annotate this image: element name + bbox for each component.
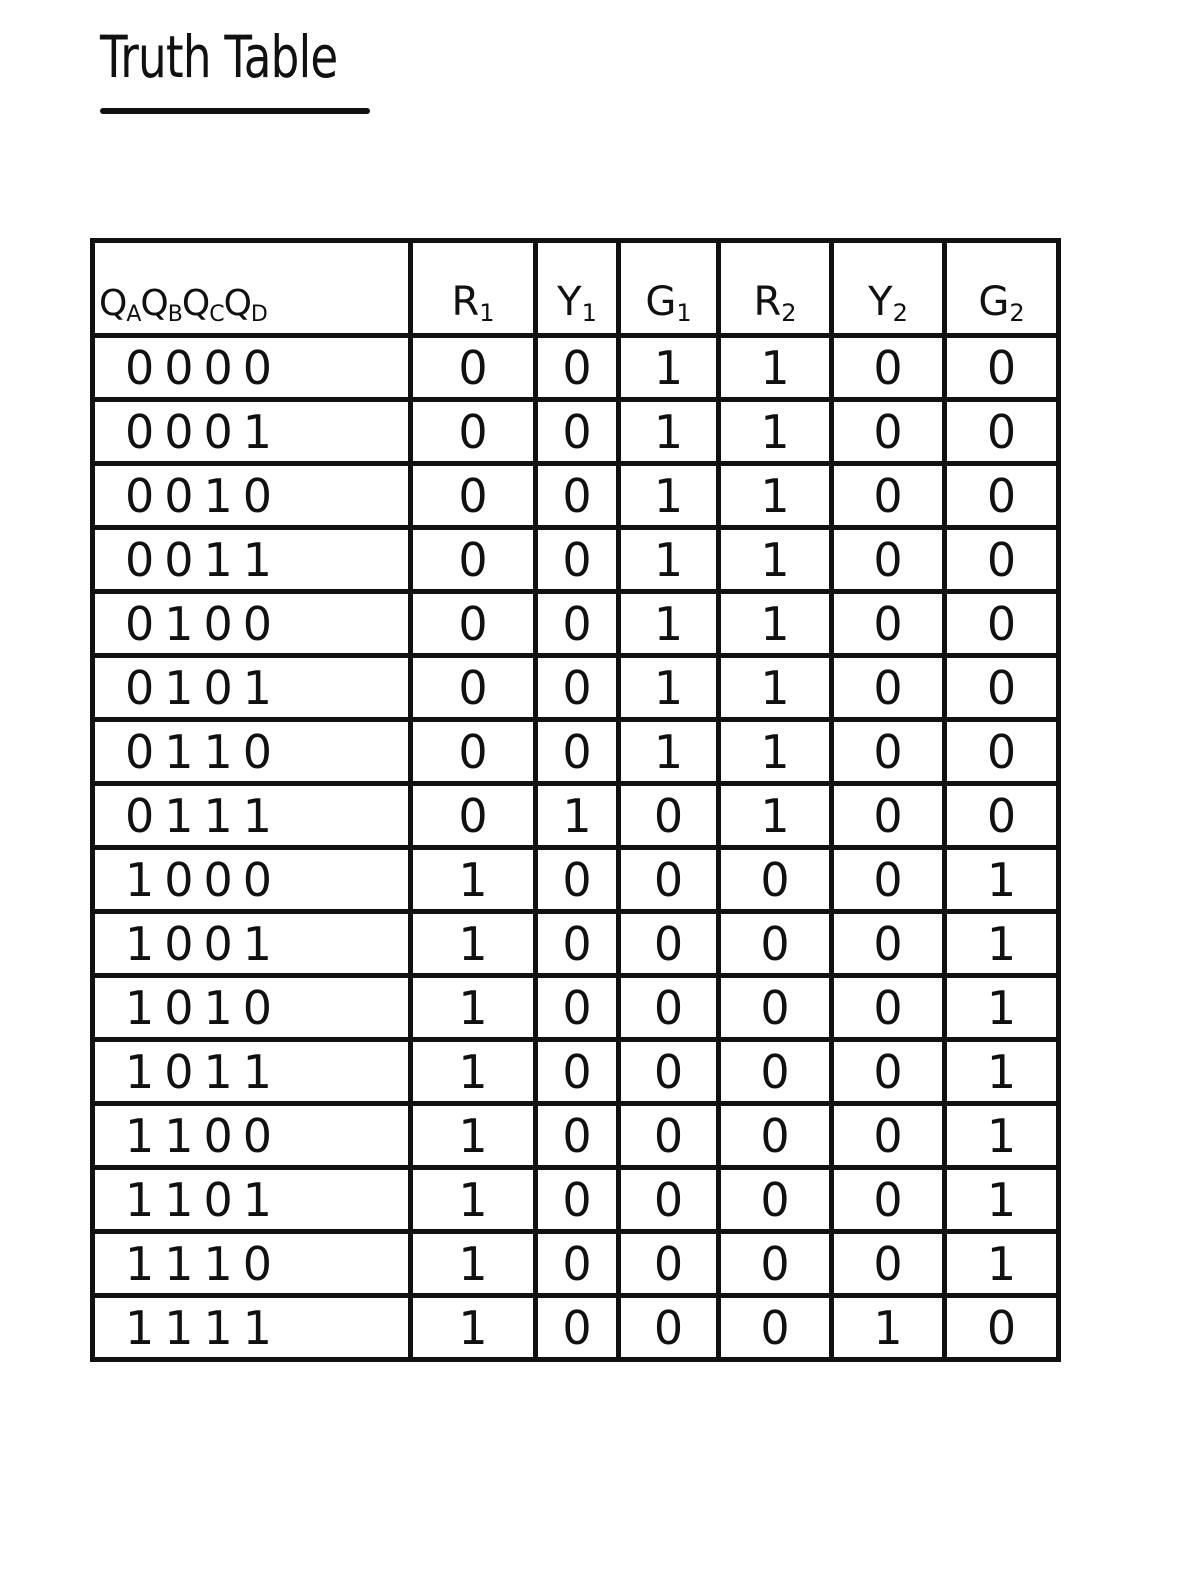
table-row [93, 1104, 1059, 1168]
header-g1-base: G [645, 279, 677, 325]
cell-state: 1010 [93, 976, 411, 1040]
cell-g1: 1 [619, 720, 719, 784]
cell-r1: 0 [411, 400, 536, 464]
cell-y1: 0 [536, 656, 619, 720]
cell-r1: 1 [411, 976, 536, 1040]
cell-r1: 0 [411, 528, 536, 592]
cell-state: 1000 [93, 848, 411, 912]
cell-y2: 0 [832, 720, 945, 784]
cell-state: 1100 [93, 1104, 411, 1168]
cell-r2: 1 [719, 784, 832, 848]
cell-y1: 0 [536, 912, 619, 976]
cell-state: 1101 [93, 1168, 411, 1232]
cell-y2: 0 [832, 592, 945, 656]
cell-g2: 1 [945, 912, 1059, 976]
header-qc-base: Q [181, 283, 210, 324]
cell-r2: 0 [719, 912, 832, 976]
header-y1-base: Y [557, 279, 582, 325]
table-body [93, 336, 1059, 1360]
header-qd-sub: D [250, 302, 267, 327]
cell-r1: 0 [411, 336, 536, 400]
cell-r2: 1 [719, 592, 832, 656]
cell-g1: 1 [619, 528, 719, 592]
cell-y1: 0 [536, 1104, 619, 1168]
cell-g1: 0 [619, 848, 719, 912]
cell-g2: 1 [945, 1232, 1059, 1296]
table-row [93, 1168, 1059, 1232]
table-row [93, 784, 1059, 848]
cell-y2: 0 [832, 464, 945, 528]
cell-y1: 0 [536, 464, 619, 528]
header-qd-base: Q [223, 283, 251, 324]
cell-r2: 0 [719, 1232, 832, 1296]
cell-g1: 0 [619, 1296, 719, 1360]
cell-g1: 0 [619, 1040, 719, 1104]
cell-g1: 1 [619, 592, 719, 656]
cell-y2: 0 [832, 1104, 945, 1168]
table-row [93, 656, 1059, 720]
title-underline [100, 108, 370, 114]
cell-state: 0110 [93, 720, 411, 784]
header-y2-sub: 2 [892, 299, 908, 327]
cell-g1: 0 [619, 784, 719, 848]
cell-r2: 0 [719, 1296, 832, 1360]
cell-r2: 1 [719, 336, 832, 400]
table-row [93, 1040, 1059, 1104]
cell-state: 0011 [93, 528, 411, 592]
cell-y1: 0 [536, 1040, 619, 1104]
cell-r1: 1 [411, 1232, 536, 1296]
cell-r1: 0 [411, 656, 536, 720]
page-title: Truth Table [100, 23, 338, 91]
table-row [93, 464, 1059, 528]
cell-g2: 0 [945, 784, 1059, 848]
truth-table-container [90, 238, 1061, 1362]
cell-r2: 1 [719, 720, 832, 784]
cell-r1: 1 [411, 1104, 536, 1168]
cell-y1: 0 [536, 528, 619, 592]
cell-r1: 0 [411, 592, 536, 656]
table-row [93, 1232, 1059, 1296]
header-state [93, 241, 411, 336]
table-row [93, 720, 1059, 784]
cell-y2: 0 [832, 1232, 945, 1296]
cell-g2: 1 [945, 1168, 1059, 1232]
cell-r2: 0 [719, 976, 832, 1040]
cell-y2: 0 [832, 400, 945, 464]
cell-g2: 0 [945, 592, 1059, 656]
cell-y1: 0 [536, 336, 619, 400]
header-r1 [411, 241, 536, 336]
header-r1-base: R [451, 279, 480, 325]
header-r2 [719, 241, 832, 336]
cell-r2: 1 [719, 400, 832, 464]
cell-y2: 0 [832, 784, 945, 848]
cell-y1: 0 [536, 976, 619, 1040]
header-r1-sub: 1 [479, 299, 495, 327]
cell-y2: 0 [832, 336, 945, 400]
cell-r1: 1 [411, 912, 536, 976]
cell-g2: 0 [945, 656, 1059, 720]
cell-r1: 0 [411, 720, 536, 784]
cell-g1: 1 [619, 464, 719, 528]
cell-state: 0001 [93, 400, 411, 464]
table-row [93, 592, 1059, 656]
cell-r1: 1 [411, 1296, 536, 1360]
header-r2-base: R [753, 279, 782, 325]
cell-r2: 0 [719, 1104, 832, 1168]
cell-y2: 0 [832, 528, 945, 592]
cell-g1: 1 [619, 400, 719, 464]
cell-g1: 0 [619, 976, 719, 1040]
cell-g1: 1 [619, 336, 719, 400]
cell-r2: 0 [719, 848, 832, 912]
cell-y1: 0 [536, 848, 619, 912]
cell-state: 0101 [93, 656, 411, 720]
cell-state: 1111 [93, 1296, 411, 1360]
cell-g2: 1 [945, 1104, 1059, 1168]
header-qb-base: Q [140, 283, 168, 324]
cell-g2: 0 [945, 336, 1059, 400]
cell-g2: 1 [945, 976, 1059, 1040]
cell-r1: 1 [411, 1040, 536, 1104]
header-qc-sub: C [209, 302, 224, 327]
cell-r2: 0 [719, 1168, 832, 1232]
header-qb-sub: B [167, 302, 182, 327]
header-g1-sub: 1 [676, 299, 692, 327]
cell-y1: 1 [536, 784, 619, 848]
cell-y2: 0 [832, 656, 945, 720]
table-row [93, 912, 1059, 976]
cell-r2: 0 [719, 1040, 832, 1104]
cell-y1: 0 [536, 720, 619, 784]
cell-state: 1011 [93, 1040, 411, 1104]
cell-g2: 0 [945, 720, 1059, 784]
cell-y1: 0 [536, 592, 619, 656]
cell-g1: 0 [619, 1104, 719, 1168]
cell-r1: 1 [411, 1168, 536, 1232]
cell-state: 0100 [93, 592, 411, 656]
cell-g2: 1 [945, 1040, 1059, 1104]
cell-r2: 1 [719, 656, 832, 720]
cell-y1: 0 [536, 1232, 619, 1296]
cell-y2: 0 [832, 848, 945, 912]
table-row [93, 400, 1059, 464]
header-r2-sub: 2 [781, 299, 797, 327]
header-g1 [619, 241, 719, 336]
cell-r1: 0 [411, 784, 536, 848]
header-g2 [945, 241, 1059, 336]
cell-y1: 0 [536, 1296, 619, 1360]
cell-g2: 1 [945, 848, 1059, 912]
table-row [93, 848, 1059, 912]
cell-state: 0111 [93, 784, 411, 848]
cell-r2: 1 [719, 464, 832, 528]
cell-g2: 0 [945, 528, 1059, 592]
cell-r1: 1 [411, 848, 536, 912]
header-g2-sub: 2 [1009, 299, 1025, 327]
table-row [93, 1296, 1059, 1360]
table-row [93, 528, 1059, 592]
cell-g2: 0 [945, 400, 1059, 464]
cell-g1: 0 [619, 1232, 719, 1296]
header-g2-base: G [978, 279, 1010, 325]
cell-g2: 0 [945, 464, 1059, 528]
table-row [93, 976, 1059, 1040]
header-qa-sub: A [126, 302, 141, 327]
cell-r2: 1 [719, 528, 832, 592]
truth-table [90, 238, 1061, 1362]
cell-g2: 0 [945, 1296, 1059, 1360]
header-qa-base: Q [99, 283, 127, 324]
cell-g1: 0 [619, 1168, 719, 1232]
cell-state: 1110 [93, 1232, 411, 1296]
cell-state: 0000 [93, 336, 411, 400]
cell-y1: 0 [536, 400, 619, 464]
cell-y2: 0 [832, 1168, 945, 1232]
table-row [93, 336, 1059, 400]
table-header-row [93, 241, 1059, 336]
cell-y2: 0 [832, 1040, 945, 1104]
cell-y2: 0 [832, 912, 945, 976]
cell-y2: 1 [832, 1296, 945, 1360]
header-y2-base: Y [868, 279, 893, 325]
cell-y1: 0 [536, 1168, 619, 1232]
cell-state: 1001 [93, 912, 411, 976]
header-y1 [536, 241, 619, 336]
cell-state: 0010 [93, 464, 411, 528]
cell-g1: 1 [619, 656, 719, 720]
cell-g1: 0 [619, 912, 719, 976]
cell-y2: 0 [832, 976, 945, 1040]
cell-r1: 0 [411, 464, 536, 528]
header-y2 [832, 241, 945, 336]
header-y1-sub: 1 [581, 299, 597, 327]
